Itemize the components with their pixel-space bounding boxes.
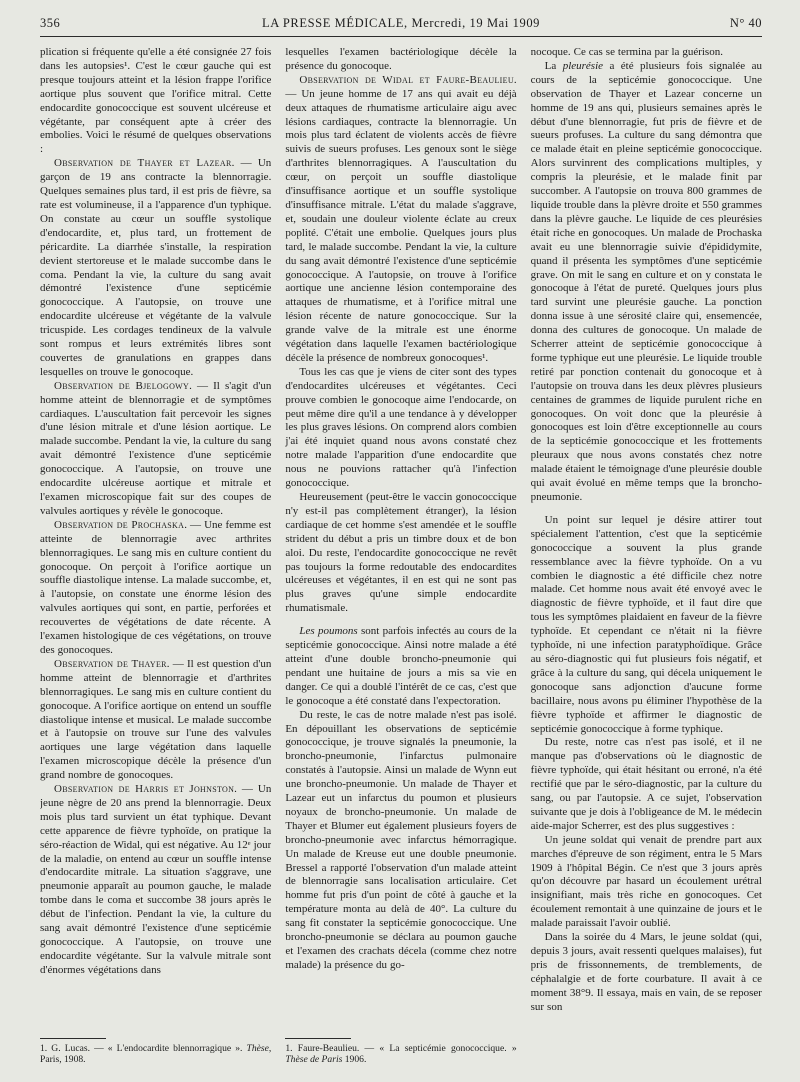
issue-number: N° 40 (729, 16, 763, 30)
smallcaps-text: Observation de Widal et Faure-Beaulieu (299, 73, 514, 86)
text-segment: plication si fréquente qu'elle a été consignée 27 fois dans les autopsies¹. C'est le cœur gauche qui est presque toujours atteint et la lésion frappe l'orifice aortique plus souvent que l'orifice mitral. Cette endocardite gonococcique est souvent ulcéreuse et végétante, par conséquent apte à créer des embolies. Voici le résumé de quelques observations : (40, 46, 272, 156)
paragraph (40, 380, 271, 519)
italic-text: Thèse (246, 1042, 269, 1054)
paragraph (285, 491, 516, 616)
footnote-text (40, 1043, 271, 1066)
italic-text: Les poumons (299, 625, 358, 638)
text-segment: 1. Faure-Beaulieu. — « La septicémie gonococcique. » (285, 1042, 517, 1054)
text-segment: . — Un garçon de 19 ans contracte la blennorragie. Quelques semaines plus tard, il est pris de fièvre, sa rate est volumineuse, il a l'apparence d'un typhique. On constate au cœur un souffle systolique d'endocardite, et, plus tard, un frottement de péricardite. La diarrhée s'installe, la respiration devient stertoreuse et le malade succombe dans le coma. Pendant la vie, la culture du sang avait démontré l'existence d'une septicémie gonococcique. A l'autopsie, on trouve une endocardite ulcéreuse et végétante de la valvule tricuspide. Les cordages tendineux de la valvule sont rompus et leurs extrémités libres sont couvertes de granulations en grappes dans lesquelles on trouve le gonocoque. (40, 157, 272, 378)
text-segment: . — Un jeune homme de 17 ans qui avait eu déjà deux attaques de rhumatisme articulaire aigu avec lésions cardiaques, contracte la blennorragie. Un mois plus tard éclatent de violents accès de fièvre suivis de sueurs profuses. Les genoux sont le siège d'arthrites blennorragiques. A l'auscultation du cœur, on perçoit un souffle diastolique d'insuffisance aortique et un souffle systolique d'insuffisance mitrale. L'état du malade s'aggrave, et, soudain une douleur violente éclate au creux poplité. C'était une embolie. Quelques jours plus tard, le malade succombe. Pendant la vie, la culture du sang avait démontré l'existence d'une septicémie gonococcique. A l'autopsie, on trouve à l'orifice aortique une ancienne lésion contemporaine des attaques de rhumatisme, et à l'orifice mitral une lésion récente de nature gonococcique. Sur la grande valve de la mitrale est une énorme végétation dans laquelle l'examen bactériologique décèle la présence de nombreux gonocoques¹. (285, 73, 517, 364)
page-number: 356 (40, 16, 61, 30)
text-segment: Du reste, notre cas n'est pas isolé, et il ne manque pas d'observations où le diagnostic de fièvre typhoïde, qui était hésitant ou erroné, n'a été rectifié que par le séro-diagnostic, par la culture du sang, ou par l'autopsie. A ce sujet, l'observation suivante que je dois à l'obligeance de M. le médecin aide-major Scherrer, est des plus suggestives : (530, 736, 762, 832)
text-segment: Heureusement (peut-être le vaccin gonococcique n'y est-il pas complètement étranger), la lésion cardiaque de cet homme s'est amendée et le souffle strident du début a pris un timbre doux et de bon aloi. Du reste, l'endocardite gonococcique ne revêt pas toujours la forme redoutable des endocardites ulcéreuses et végétantes, il en est qui ne sont pas plus graves qu'une simple endocardite rhumatismale. (285, 491, 517, 615)
paragraph (285, 366, 516, 491)
paragraph (531, 834, 762, 931)
footnote-text (285, 1043, 516, 1066)
text-segment: a été plusieurs fois signalée au cours de la septicémie gonococcique. Une observation de Thayer et Lazear concerne un homme de 19 ans qui, plusieurs semaines après le début d'une blennorragie, fut pris de fièvre et de sueurs profuses. La culture du sang démontra que ce malade était en pleine septicémie gonococcique. Alors survinrent des complications multiples, y compris la pleurésie, et le malade finit par succomber. A l'autopsie on trouva 800 grammes de liquide trouble dans la plèvre droite et 550 grammes dans la plèvre gauche. Le liquide de ces pleurésies était riche en gonocoques. Un malade de Prochaska avait eu une blennorragie suivie d'épididymite, quand il présenta les symptômes d'une septicémie grave. On mit le sang en culture et on y constata le gonocoque à l'état de pureté. Quelques jours plus tard survint une pleurésie gauche. La ponction donna issue à une sérosité claire qui, ensemencée, donna des cultures de gonocoque. Un malade de Scherrer atteint de septicémie gonococcique à forme typhique eut une pleurésie. Le liquide trouble retiré par ponction contenait du gonocoque et à l'autopsie on trouva dans les deux plèvres plusieurs centaines de grammes de liquide purulent riche en gonocoques. On voit donc que la pleurésie à gonocoques est loin d'être exceptionnelle au cours de la septicémie gonococcique et les frottements pleuraux que nous avons constatés chez notre malade étaient le témoignage d'une pleurésie double qui avait évolué en même temps que la broncho-pneumonie. (530, 59, 762, 503)
column-3-text (531, 46, 762, 1066)
journal-title: LA PRESSE MÉDICALE, Mercredi, 19 Mai 1909 (261, 16, 541, 30)
paragraph (531, 931, 762, 1014)
text-segment: Dans la soirée du 4 Mars, le jeune soldat (qui, depuis 3 jours, avait ressenti quelques malaises), fut pris de frissonnements, de tremblements, de céphalalgie et de forte courbature. Il avait à ce moment 38°9. Il essaya, mais en vain, de se reposer sur son (530, 931, 762, 1013)
text-segment: 1. G. Lucas. — « L'endocardite blennorragique ». (40, 1042, 247, 1054)
footnote (285, 1031, 516, 1066)
paragraph (40, 157, 271, 380)
text-segment: Du reste, le cas de notre malade n'est pas isolé. En dépouillant les observations de septicémie gonococcique, je trouve signalés la pneumonie, la broncho-pneumonie, l'infarctus pulmonaire constatés à l'autopsie. Ainsi un malade de Wynn eut une broncho-pneumonie. Un malade de Thayer et Lazear eut un infarctus du poumon et plusieurs noyaux de broncho-pneumonie. Un malade de Thayer et Blumer eut également plusieurs foyers de broncho-pneumonie avec infarctus hémorragique. Un malade de Kreuse eut une double pneumonie. Bressel a rapporté l'observation d'un malade atteint de blennorragie sans localisation articulaire. Cet homme fut pris d'un point de côté à gauche et la température monta au delà de 40°. La culture du sang fit constater la septicémie gonococcique. Une broncho-pneumonie se déclara au poumon gauche et l'examen des crachats décela (comme chez notre malade) la présence du go- (285, 708, 517, 971)
text-segment: . — Il est question d'un homme atteint de blennorragie et d'arthrites blennorragiques. Le sang mis en culture contient du gonocoque. A l'orifice aortique on entend un souffle diastolique intense et musical. Le malade succombe et à l'autopsie on trouve sur l'une des valvules aortiques une large végétation dans laquelle l'examen microscopique décèle la présence d'un grand nombre de gonocoques. (40, 657, 272, 782)
smallcaps-text: Observation de Thayer et Lazear (54, 157, 232, 170)
text-segment: nocoque. Ce cas se termina par la guérison. (530, 46, 723, 58)
column-1-text (40, 46, 271, 1031)
paragraph (531, 736, 762, 833)
paragraph (531, 46, 762, 60)
paragraph (285, 46, 516, 74)
footnote-divider (40, 1038, 106, 1039)
text-segment: Un jeune soldat qui venait de prendre part aux marches d'épreuve de son régiment, entra le 5 Mars 1909 à l'hôpital Bégin. Ce n'est que 3 jours après qu'on découvre par hasard un écoulement urétral insignifiant, mais très riche en gonocoques. Cet écoulement remontait à une quinzaine de jours et le malade paraissait l'avoir oublié. (530, 833, 762, 930)
paragraph (285, 74, 516, 366)
column-1 (40, 46, 271, 1066)
page-header (40, 16, 762, 31)
paragraph (531, 60, 762, 505)
paragraph (40, 46, 271, 157)
header-divider (40, 36, 762, 37)
text-columns (40, 46, 762, 1066)
text-segment: . — Un jeune nègre de 20 ans prend la blennorragie. Deux mois plus tard survient un état typhique. Devant cette apparence de fièvre typhoïde, on pratique la séro-réaction de Widal, qui est négative. Au 12ᵉ jour de la maladie, on entend au cœur un souffle intense d'endocardite mitrale. La situation s'aggrave, une pneumonie apparaît au poumon gauche, le malade tombe dans le coma et succombe 38 jours après le début de l'infection. Pendant la vie, la culture du sang avait démontré l'existence d'une septicémie gonococcique. A l'autopsie, on trouve une endocardite végétante. Sur la valvule mitrale sont d'énormes végétations dans (40, 783, 272, 976)
text-segment: , Paris, 1908. (40, 1042, 272, 1066)
text-segment: 1906. (342, 1054, 367, 1066)
column-2-text (285, 46, 516, 1031)
text-segment: Un point sur lequel je désire attirer tout spécialement l'attention, c'est que la septicémie gonococcique a souvent la plus grande ressemblance avec la fièvre typhoïde. On a vu combien le diagnostic a été difficile chez notre malade. Cet homme nous avait été envoyé avec le diagnostic de fièvre typhoïde, et il faut dire que tous les symptômes plaidaient en faveur de la fièvre typhoïde. Et cependant ce n'était ni la fièvre typhoïde, ni une infection paratyphoïdique. Grâce au séro-diagnostic qui fut plusieurs fois négatif, et grâce à la culture du sang, qui décela uniquement le gonocoque sans adjonction d'aucune forme bacillaire, nous avons pu éliminer l'hypothèse de la fièvre typhoïde et affirmer le diagnostic de septicémie gonococcique à forme typhique. (530, 513, 762, 735)
text-segment: La (544, 59, 563, 72)
text-segment: sont parfois infectés au cours de la septicémie gonococcique. Ainsi notre malade a été atteint d'une double broncho-pneumonie qui pendant une huitaine de jours a mis sa vie en danger. Ce qui a doublé l'intérêt de ce cas, c'est que le gonocoque a été constaté dans l'expectoration. (285, 625, 517, 707)
paragraph (40, 519, 271, 658)
column-2 (285, 46, 516, 1066)
smallcaps-text: Observation de Bjelogowy (54, 379, 190, 392)
text-segment: . — Une femme est atteinte de blennorragie avec arthrites blennorragiques. Le sang mis en culture contient du gonocoque. On perçoit à l'orifice aortique un souffle diastolique intense. La malade succombe, et, à l'autopsie, on constate une énorme lésion des valvules aortiques qui sont, en partie, perforées et recouvertes de végétations de date récente. A l'examen histologique de ces végétations, on trouve des gonocoques. (40, 518, 272, 656)
italic-text: Thèse de Paris (285, 1054, 343, 1066)
paragraph (531, 514, 762, 737)
footnote (40, 1031, 271, 1066)
paragraph (40, 658, 271, 783)
text-segment: lesquelles l'examen bactériologique décèle la présence du gonocoque. (285, 46, 517, 72)
smallcaps-text: Observation de Prochaska (54, 518, 185, 531)
column-3 (531, 46, 762, 1066)
footnote-divider (285, 1038, 351, 1039)
italic-text: pleurésie (562, 59, 604, 72)
paragraph (285, 625, 516, 708)
smallcaps-text: Observation de Harris et Johnston (54, 783, 235, 796)
paragraph (40, 783, 271, 978)
text-segment: Tous les cas que je viens de citer sont des types d'endocardites ulcéreuses et végétantes. Ceci prouve combien le gonocoque aime l'endocarde, on peut même dire qu'il a une tendance à y développer les plus graves lésions. On comprend alors combien j'ai été inquiet quand nous avons constaté chez notre malade l'apparition d'une endocardite que nous ne pouvions rattacher qu'à l'infection gonococcique. (285, 365, 517, 490)
smallcaps-text: Observation de Thayer (54, 657, 167, 670)
paragraph (285, 709, 516, 973)
text-segment: . — Il s'agit d'un homme atteint de blennorragie et de symptômes cardiaques. L'auscultation fait percevoir les signes d'une lésion mitrale et d'une lésion aortique. Le malade succombe. Pendant la vie, la culture du sang avait démontré l'existence d'une septicémie gonococcique. A l'autopsie, on trouve une endocardite ulcéreuse aortique et mitrale et l'examen microscopique fait sur des coupes de valvules aortiques y révèle le gonocoque. (40, 379, 272, 517)
